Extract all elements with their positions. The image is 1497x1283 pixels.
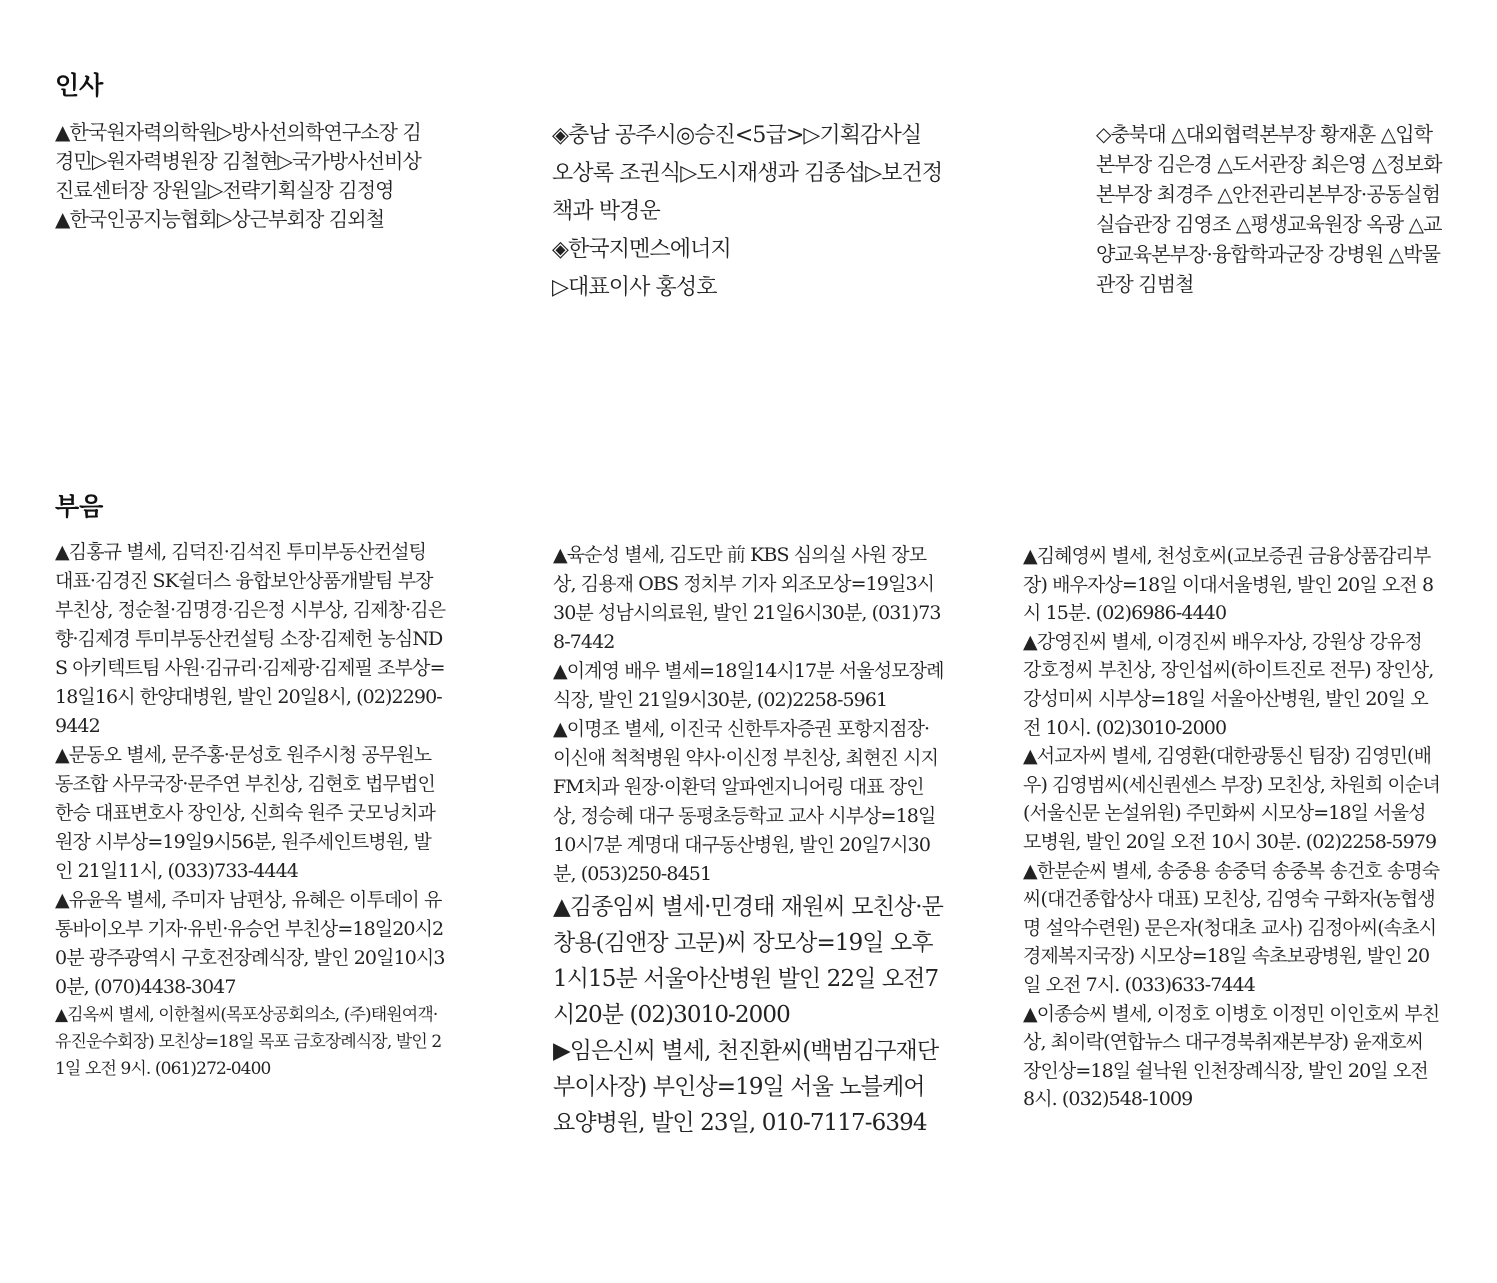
insa-entry: ◈한국지멘스에너지 xyxy=(552,237,731,262)
insa-entry: ◇충북대 △대외협력본부장 황재훈 △입학본부장 김은경 △도서관장 최은영 △정보화본부장 최경주 △안전관리본부장·공동실험실습관장 김영조 △평생교육원장 옥광 △교양교육본부장·융합학과군장 강병원 △박물관장 김범철 xyxy=(1096,122,1442,296)
insa-column-2 xyxy=(552,117,944,307)
insa-entry: ▲한국원자력의학원▷방사선의학연구소장 김경민▷원자력병원장 김철현▷국가방사선비상진료센터장 장원일▷전략기획실장 김정영 xyxy=(55,120,421,202)
bueum-entry: ▲김혜영씨 별세, 천성호씨(교보증권 금융상품감리부장) 배우자상=18일 이대서울병원, 발인 20일 오전 8시 15분. (02)6986-4440 xyxy=(1023,545,1434,625)
bueum-column-1 xyxy=(55,538,447,1083)
bueum-entry: ▲서교자씨 별세, 김영환(대한광통신 팀장) 김영민(배우) 김영범씨(세신퀀센스 부장) 모친상, 차원희 이순녀(서울신문 논설위원) 주민화씨 시모상=18일 서울성모병원, 발인 20일 오전 10시 30분. (02)2258-5979 xyxy=(1023,745,1440,853)
bueum-heading: 부음 xyxy=(55,492,104,521)
bueum-entry: ▲김종임씨 별세·민경태 재원씨 모친상·문창용(김앤장 고문)씨 장모상=19일 오후1시15분 서울아산병원 발인 22일 오전7시20분 (02)3010-2000 xyxy=(553,894,943,1028)
bueum-entry: ▲이종승씨 별세, 이정호 이병호 이정민 이인호씨 부친상, 최이락(연합뉴스 대구경북취재본부장) 윤재호씨 장인상=18일 쉴낙원 인천장례식장, 발인 20일 오전 8시. (032)548-1009 xyxy=(1023,1002,1440,1111)
bueum-entry: ▲강영진씨 별세, 이경진씨 배우자상, 강원상 강유정 강호정씨 부친상, 장인섭씨(하이트진로 전무) 장인상, 강성미씨 시부상=18일 서울아산병원, 발인 20일 오전 10시. (02)3010-2000 xyxy=(1023,630,1434,739)
insa-entry: ◈충남 공주시◎승진<5급>▷기획감사실 오상록 조권식▷도시재생과 김종섭▷보건정책과 박경운 xyxy=(552,123,943,224)
insa-column-1 xyxy=(55,118,437,234)
bueum-entry: ▲김옥씨 별세, 이한철씨(목포상공회의소, (주)태원여객·유진운수회장) 모친상=18일 목포 금호장례식장, 발인 21일 오전 9시. (061)272-0400 xyxy=(55,1005,442,1079)
insa-column-3 xyxy=(1070,119,1448,299)
bueum-entry: ▲유윤옥 별세, 주미자 남편상, 유혜은 이투데이 유통바이오부 기자·유빈·유승언 부친상=18일20시20분 광주광역시 구호전장례식장, 발인 20일10시30분, (070)4438-3047 xyxy=(55,889,445,998)
insa-heading: 인사 xyxy=(55,71,104,100)
insa-entry: ▲한국인공지능협회▷상근부회장 김외철 xyxy=(55,207,385,231)
bueum-entry: ▲한분순씨 별세, 송중용 송중덕 송중복 송건호 송명숙씨(대건종합상사 대표) 모친상, 김영숙 구화자(농협생명 설악수련원) 문은자(청대초 교사) 김정아씨(속초시 경제복지국장) 시모상=18일 속초보광병원, 발인 20일 오전 7시. (033)633-7444 xyxy=(1023,859,1440,996)
bueum-column-2 xyxy=(553,541,945,1141)
bueum-column-3 xyxy=(1023,542,1441,1114)
bueum-entry: ▲이명조 별세, 이진국 신한투자증권 포항지점장·이신애 척척병원 약사·이신정 부친상, 최현진 시지FM치과 원장·이환덕 알파엔지니어링 대표 장인상, 정승혜 대구 동평초등학교 교사 시부상=18일10시7분 계명대 대구동산병원, 발인 20일7시30분, (053)250-8451 xyxy=(553,718,939,885)
bueum-entry: ▲김홍규 별세, 김덕진·김석진 투미부동산컨설팅 대표·김경진 SK쉴더스 융합보안상품개발팀 부장 부친상, 정순철·김명경·김은정 시부상, 김제창·김은향·김제경 투미부동산컨설팅 소장·김제헌 농심NDS 아키텍트팀 사원·김규리·김제광·김제필 조부상=18일16시 한양대병원, 발인 20일8시, (02)2290-9442 xyxy=(55,541,446,737)
bueum-entry: ▲문동오 별세, 문주홍·문성호 원주시청 공무원노동조합 사무국장·문주연 부친상, 김현호 법무법인 한승 대표변호사 장인상, 신희숙 원주 굿모닝치과 원장 시부상=19일9시56분, 원주세인트병원, 발인 21일11시, (033)733-4444 xyxy=(55,744,435,882)
insa-entry: ▷대표이사 홍성호 xyxy=(552,275,717,300)
bueum-entry: ▶임은신씨 별세, 천진환씨(백범김구재단 부이사장) 부인상=19일 서울 노블케어요양병원, 발인 23일, 010-7117-6394 xyxy=(553,1038,939,1136)
bueum-entry: ▲육순성 별세, 김도만 前 KBS 심의실 사원 장모상, 김용재 OBS 정치부 기자 외조모상=19일3시30분 성남시의료원, 발인 21일6시30분, (031)738-7442 xyxy=(553,544,941,653)
bueum-entry: ▲이계영 배우 별세=18일14시17분 서울성모장례식장, 발인 21일9시30분, (02)2258-5961 xyxy=(553,660,944,711)
